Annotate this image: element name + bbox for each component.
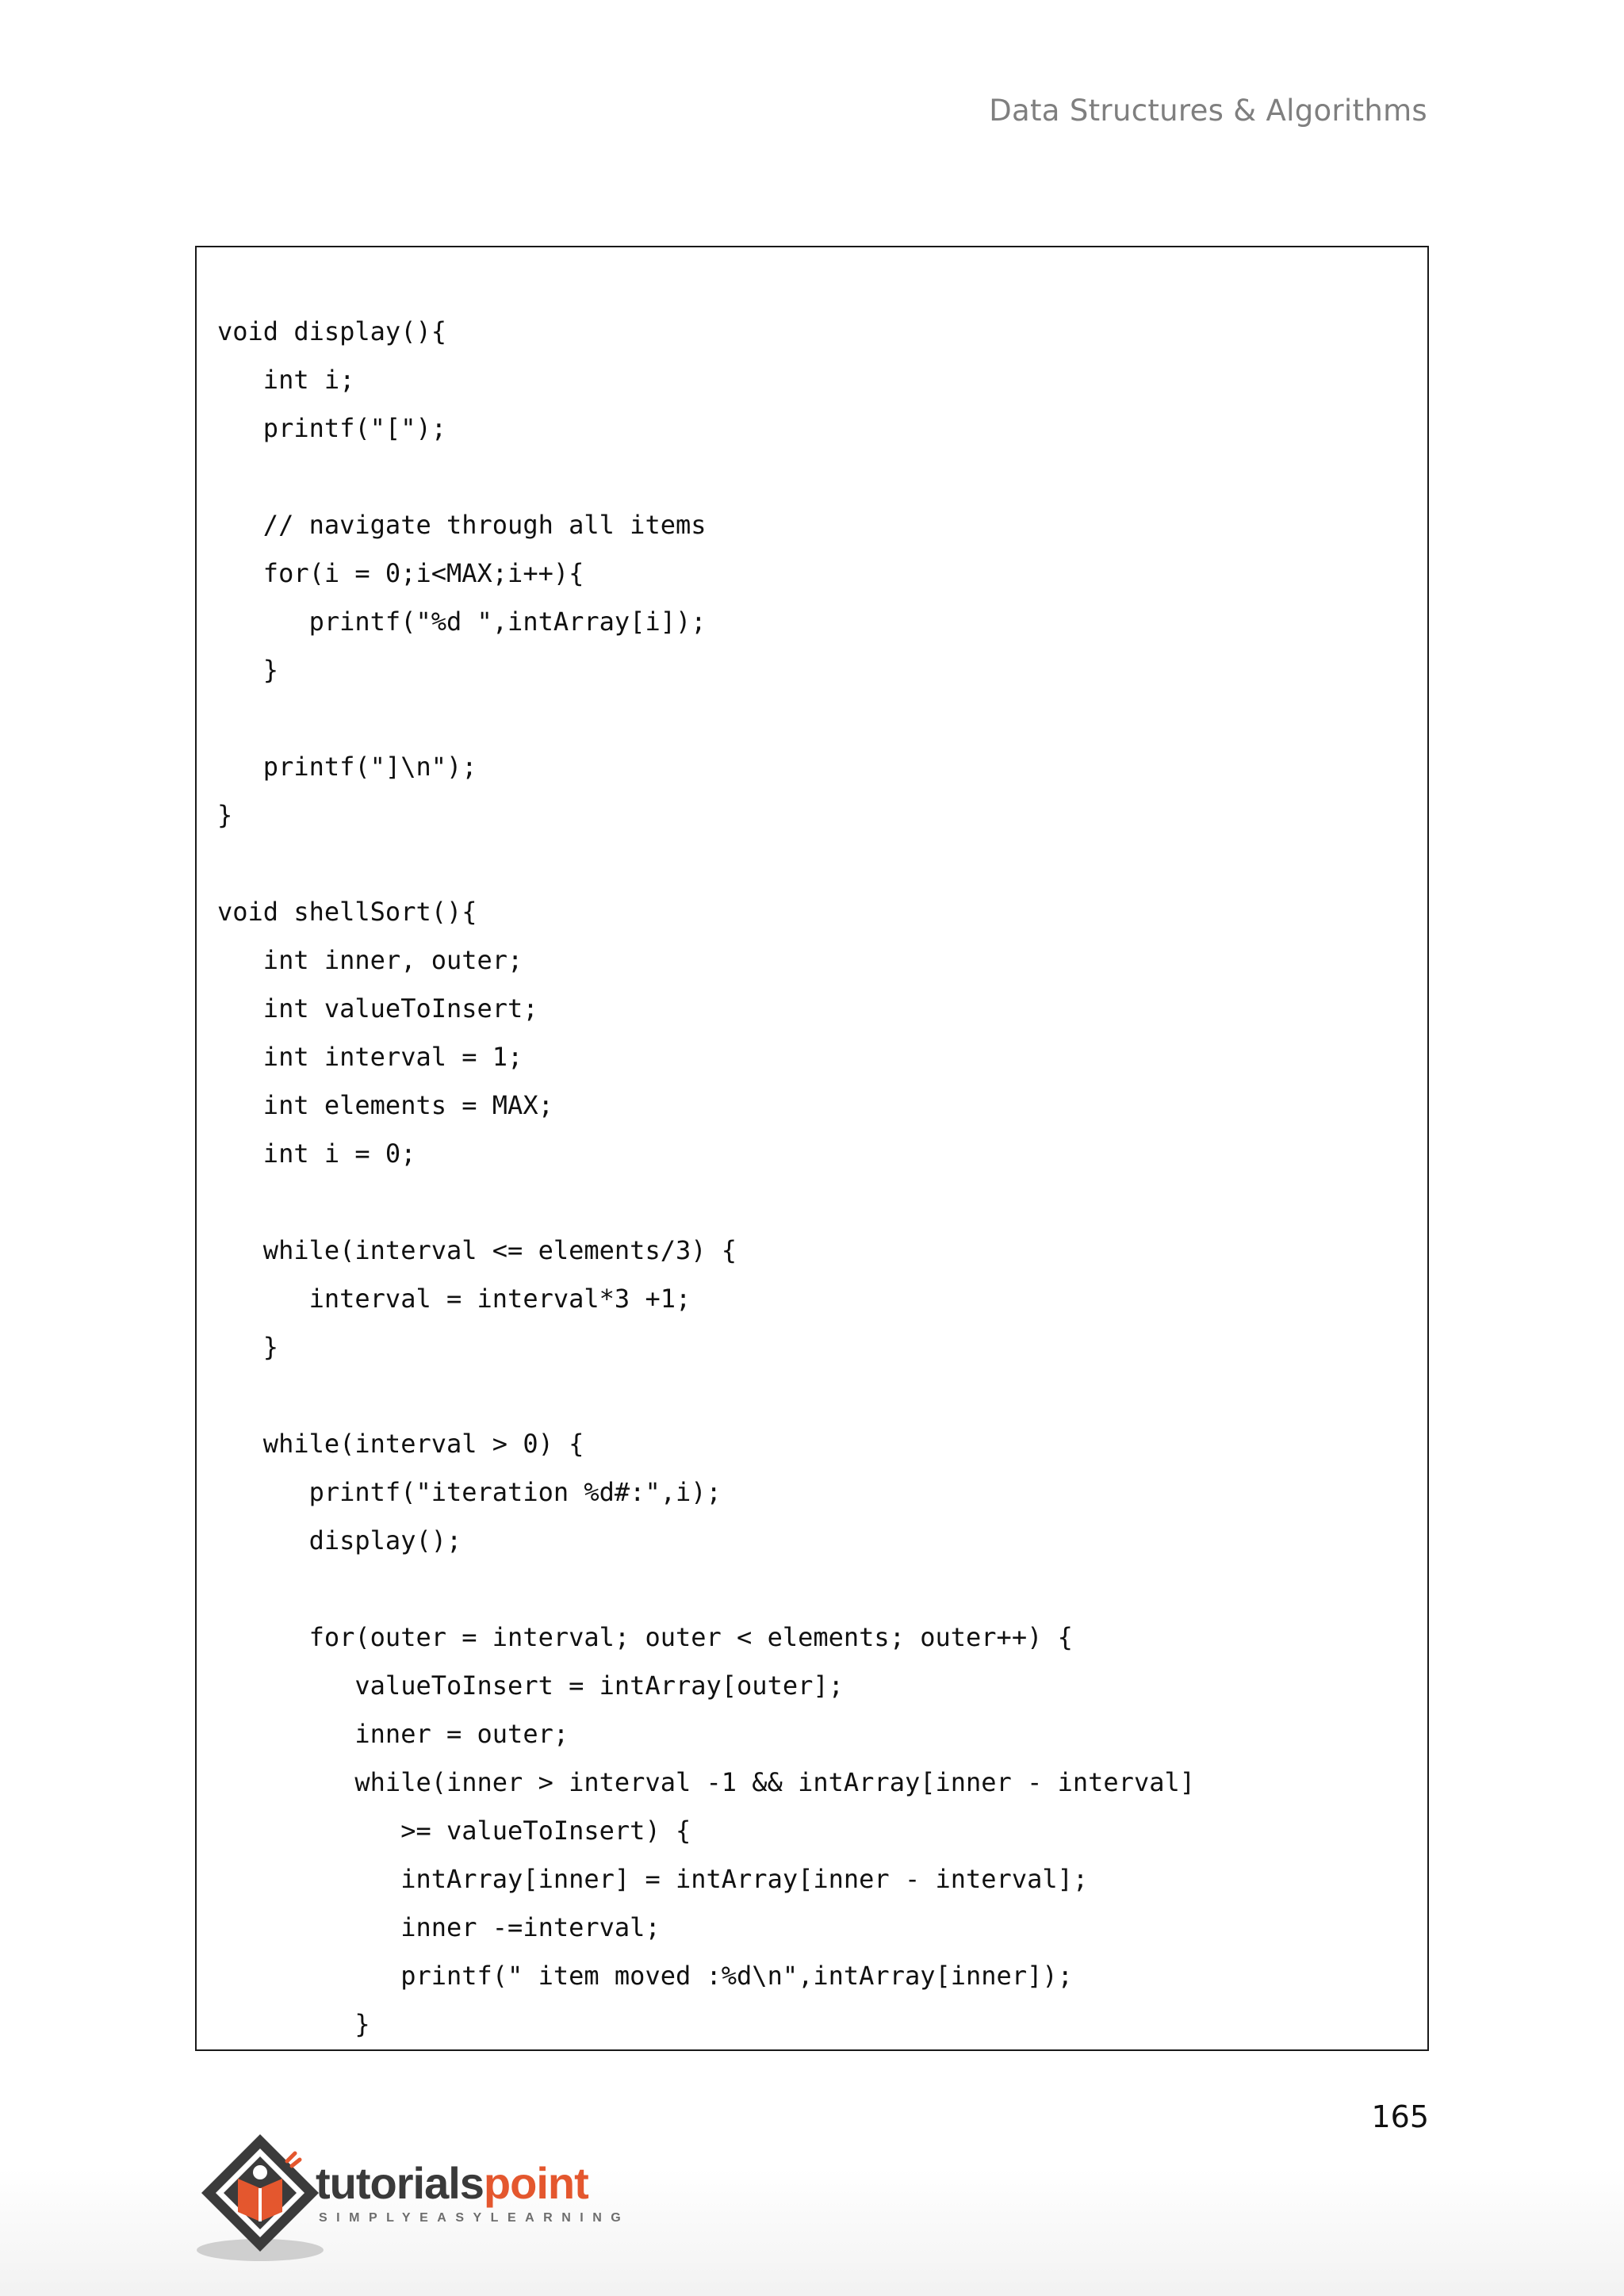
code-line — [217, 840, 1195, 888]
running-header: Data Structures & Algorithms — [989, 94, 1427, 128]
logo-word-tutorials: tutorials — [316, 2158, 484, 2208]
code-line: int valueToInsert; — [217, 993, 538, 1024]
code-line: >= valueToInsert) { — [217, 1816, 691, 1846]
code-line: int elements = MAX; — [217, 1090, 553, 1120]
code-line: while(interval <= elements/3) { — [217, 1235, 737, 1265]
code-line — [217, 1565, 1195, 1613]
code-lines — [217, 308, 1195, 2049]
code-line: for(outer = interval; outer < elements; outer++) { — [217, 1622, 1073, 1652]
code-line: } — [217, 800, 233, 830]
logo-tagline: SIMPLYEASYLEARNING — [319, 2211, 630, 2225]
code-line: printf(" item moved :%d\n",intArray[inner]); — [217, 1961, 1073, 1991]
code-line: int inner, outer; — [217, 945, 523, 975]
code-line — [217, 1178, 1195, 1226]
code-line: void display(){ — [217, 316, 446, 346]
code-line: printf("%d ",intArray[i]); — [217, 607, 707, 637]
code-line: } — [217, 655, 279, 685]
code-line: while(inner > interval -1 && intArray[inner - interval] — [217, 1767, 1195, 1797]
code-line: // navigate through all items — [217, 510, 707, 540]
code-line: int i = 0; — [217, 1138, 416, 1169]
tutorialspoint-logo — [193, 2130, 638, 2264]
code-line: void shellSort(){ — [217, 897, 477, 927]
logo-wordmark — [316, 2158, 588, 2208]
code-line: printf("iteration %d#:",i); — [217, 1477, 722, 1507]
page-number: 165 — [1371, 2099, 1429, 2134]
code-line: int i; — [217, 365, 355, 395]
logo-word-point: point — [483, 2158, 588, 2208]
code-line — [217, 453, 1195, 501]
code-line: for(i = 0;i<MAX;i++){ — [217, 558, 584, 588]
code-line: display(); — [217, 1525, 462, 1556]
code-line: intArray[inner] = intArray[inner - interval]; — [217, 1864, 1089, 1894]
code-line: } — [217, 2009, 370, 2039]
code-line: inner = outer; — [217, 1719, 569, 1749]
code-line: inner -=interval; — [217, 1912, 661, 1942]
code-line: } — [217, 1332, 279, 1362]
code-line — [217, 1372, 1195, 1420]
code-line: printf("["); — [217, 413, 446, 443]
code-line — [217, 695, 1195, 743]
code-line: valueToInsert = intArray[outer]; — [217, 1670, 844, 1701]
code-line: printf("]\n"); — [217, 752, 477, 782]
code-block — [195, 246, 1429, 2051]
code-line: interval = interval*3 +1; — [217, 1284, 691, 1314]
code-line: while(interval > 0) { — [217, 1429, 584, 1459]
code-line: int interval = 1; — [217, 1042, 523, 1072]
